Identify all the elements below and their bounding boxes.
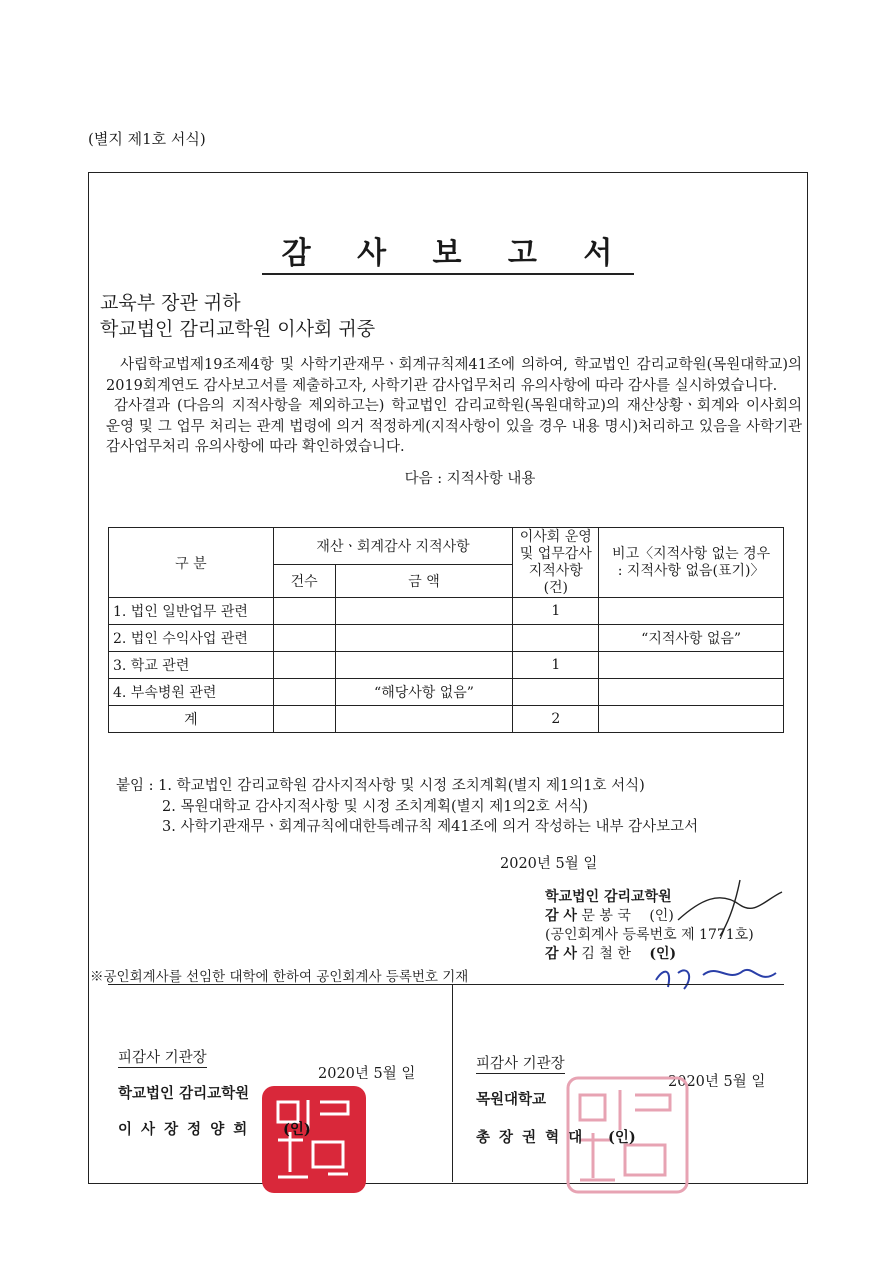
left-name: 이 사 장 정 양 희 bbox=[118, 1121, 250, 1138]
row-label: 계 bbox=[109, 706, 274, 733]
row-remark bbox=[599, 706, 784, 733]
row-board: 1 bbox=[513, 652, 599, 679]
right-name: 총 장 권 혁 대 bbox=[476, 1129, 585, 1146]
addressee-board: 학교법인 감리교학원 이사회 귀중 bbox=[100, 318, 376, 340]
header-category: 구 분 bbox=[109, 528, 274, 598]
left-org: 학교법인 감리교학원 bbox=[118, 1085, 250, 1102]
title-text: 감 사 보 고 서 bbox=[262, 236, 635, 275]
left-seal-text: (인) bbox=[283, 1121, 311, 1138]
header-board-line1: 이사회 운영 bbox=[519, 528, 592, 545]
row-amount bbox=[335, 652, 513, 679]
row-remark bbox=[599, 652, 784, 679]
auditor-role-1: 감 사 bbox=[545, 908, 577, 924]
right-seal-text: (인) bbox=[608, 1129, 636, 1146]
table-total-row bbox=[109, 706, 784, 733]
attachment-2: 2. 목원대학교 감사지적사항 및 시정 조치계획(별지 제1의2호 서식) bbox=[162, 798, 589, 815]
addressee-ministry: 교육부 장관 귀하 bbox=[100, 292, 241, 314]
row-label: 3. 학교 관련 bbox=[109, 652, 274, 679]
header-board bbox=[513, 528, 599, 598]
row-remark bbox=[599, 679, 784, 706]
report-date: 2020년 5월 일 bbox=[500, 856, 598, 872]
row-count bbox=[273, 598, 335, 625]
auditor-name-1: 문 봉 국 bbox=[581, 908, 631, 924]
signature-2-icon bbox=[648, 955, 788, 1000]
page-title bbox=[88, 228, 808, 272]
header-board-line3: 지적사항(건) bbox=[528, 562, 583, 596]
row-amount bbox=[335, 598, 513, 625]
signature-1-icon bbox=[670, 870, 790, 940]
right-date: 2020년 5월 일 bbox=[668, 1074, 766, 1090]
header-remark-line2: : 지적사항 없음(표기)〉 bbox=[617, 562, 765, 579]
auditor-org: 학교법인 감리교학원 bbox=[545, 889, 672, 905]
attachments bbox=[116, 776, 698, 838]
row-remark: “지적사항 없음” bbox=[599, 625, 784, 652]
right-org: 목원대학교 bbox=[476, 1091, 547, 1108]
row-board bbox=[513, 625, 599, 652]
auditor-registration: (공인회계사 등록번호 제 1771호) bbox=[545, 927, 754, 943]
row-remark bbox=[599, 598, 784, 625]
row-count bbox=[273, 679, 335, 706]
header-count: 건수 bbox=[273, 565, 335, 598]
row-count bbox=[273, 652, 335, 679]
row-amount bbox=[335, 625, 513, 652]
row-count bbox=[273, 625, 335, 652]
auditor-seal-2: (인) bbox=[649, 946, 677, 962]
row-label: 4. 부속병원 관련 bbox=[109, 679, 274, 706]
table-row bbox=[109, 625, 784, 652]
row-board: 2 bbox=[513, 706, 599, 733]
left-label: 피감사 기관장 bbox=[118, 1046, 207, 1068]
row-board bbox=[513, 679, 599, 706]
header-amount: 금 액 bbox=[335, 565, 513, 598]
row-label: 1. 법인 일반업무 관련 bbox=[109, 598, 274, 625]
next-heading: 다음 : 지적사항 내용 bbox=[404, 471, 536, 487]
form-number: (별지 제1호 서식) bbox=[88, 130, 206, 148]
body-paragraph-2: 감사결과 (다음의 지적사항을 제외하고는) 학교법인 감리교학원(목원대학교)의 재산상황ㆍ회계와 이사회의 운영 및 그 업무 처리는 관계 법령에 의거 적정하게(지적사항이 있을 경우 내용 명시)처리하고 있음을 사학기관 감사업무처리 유의사항에 따라 확인하였습니다. bbox=[106, 398, 802, 455]
row-board: 1 bbox=[513, 598, 599, 625]
audit-findings-table bbox=[108, 527, 784, 733]
table-row bbox=[109, 652, 784, 679]
header-board-line2: 및 업무감사 bbox=[519, 545, 592, 562]
auditor-name-2: 김 철 한 bbox=[581, 946, 631, 962]
attachment-3: 3. 사학기관재무ㆍ회계규칙에대한특례규칙 제41조에 의거 작성하는 내부 감사보고서 bbox=[162, 819, 699, 835]
row-amount: “해당사항 없음” bbox=[335, 679, 513, 706]
divider-line bbox=[108, 984, 784, 985]
header-finance: 재산ㆍ회계감사 지적사항 bbox=[273, 528, 513, 565]
header-remark bbox=[599, 528, 784, 598]
body-paragraph-1: 사립학교법제19조제4항 및 사학기관재무ㆍ회계규칙제41조에 의하여, 학교법인 감리교학원(목원대학교)의 2019회계연도 감사보고서를 제출하고자, 사학기관 감사업무처리 유의사항에 따라 감사를 실시하였습니다. bbox=[106, 357, 802, 394]
table-row bbox=[109, 598, 784, 625]
auditor-seal-1: (인) bbox=[649, 908, 674, 924]
table-row bbox=[109, 679, 784, 706]
divider-vertical bbox=[452, 984, 453, 1182]
chairman-seal-icon bbox=[258, 1082, 370, 1197]
left-date: 2020년 5월 일 bbox=[318, 1066, 416, 1082]
row-count bbox=[273, 706, 335, 733]
row-label: 2. 법인 수익사업 관련 bbox=[109, 625, 274, 652]
attachment-1: 붙임 : 1. 학교법인 감리교학원 감사지적사항 및 시정 조치계획(별지 제1의1호 서식) bbox=[116, 778, 645, 794]
header-remark-line1: 비고〈지적사항 없는 경우 bbox=[612, 545, 771, 562]
auditor-role-2: 감 사 bbox=[545, 946, 577, 962]
row-amount bbox=[335, 706, 513, 733]
right-label: 피감사 기관장 bbox=[476, 1052, 565, 1074]
cpa-note: ※공인회계사를 선임한 대학에 한하여 공인회계사 등록번호 기재 bbox=[90, 969, 469, 985]
